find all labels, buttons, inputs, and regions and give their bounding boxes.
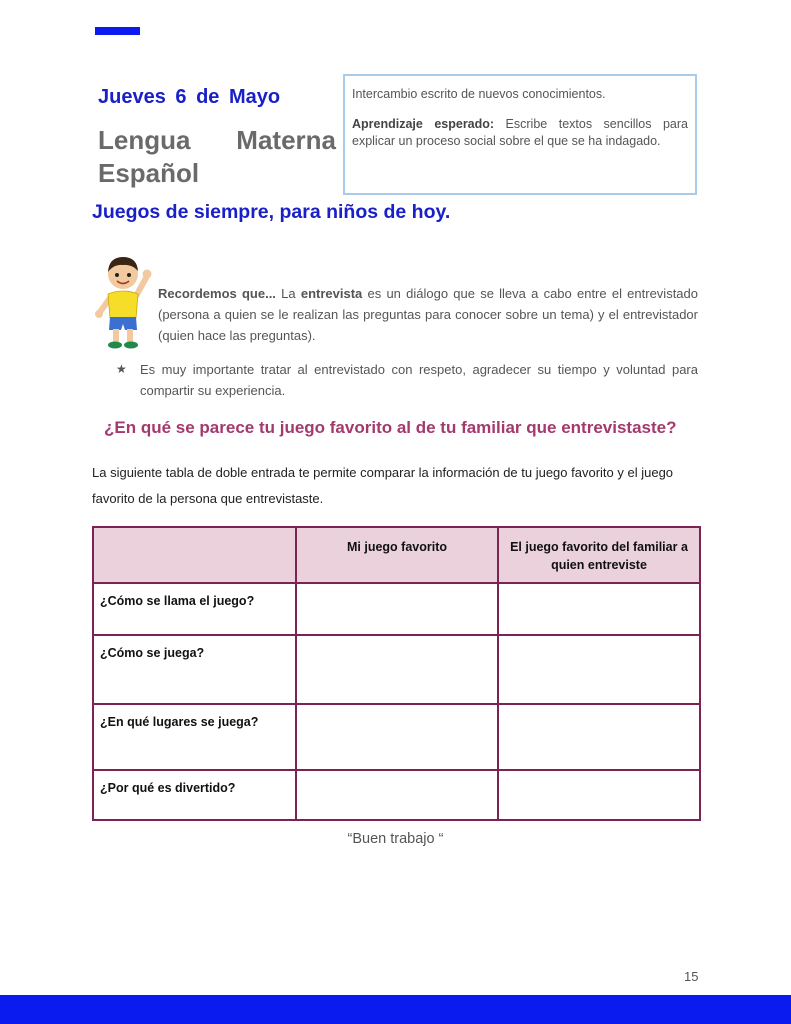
row-question: ¿Cómo se juega? (93, 635, 296, 704)
info-intro: Intercambio escrito de nuevos conocimientos. (352, 87, 606, 101)
remember-paragraph (158, 283, 698, 346)
subject-title (98, 124, 336, 190)
subject-word-materna: Materna (236, 125, 336, 155)
table-header-mine: Mi juego favorito (296, 527, 498, 583)
row-question: ¿Cómo se llama el juego? (93, 583, 296, 635)
tip-item (116, 359, 698, 401)
table-row (93, 583, 700, 635)
remember-keyword: entrevista (300, 286, 363, 301)
bottom-accent-bar (0, 995, 791, 1024)
answer-cell-mine[interactable] (296, 635, 498, 704)
closing-message: “Buen trabajo “ (347, 831, 444, 847)
answer-cell-family[interactable] (498, 770, 700, 820)
page-number: 15 (684, 969, 699, 984)
table-header-empty (93, 527, 296, 583)
answer-cell-mine[interactable] (296, 704, 498, 770)
remember-text-2: es un diálogo que se lleva a cabo entre el entrevistado (persona a quien se le realizan las preguntas para conocer sobre un tema) y el entrevistador (quien hace las preguntas). (158, 286, 698, 343)
star-icon: ★ (116, 362, 127, 376)
answer-cell-family[interactable] (498, 635, 700, 704)
comparison-table (92, 526, 701, 821)
subject-word-lengua: Lengua (98, 125, 191, 155)
waving-boy-illustration (92, 252, 154, 352)
table-row (93, 770, 700, 820)
table-row (93, 635, 700, 704)
top-accent-bar (95, 27, 140, 35)
answer-cell-mine[interactable] (296, 770, 498, 820)
remember-lead: Recordemos que... (158, 286, 276, 301)
row-question: ¿En qué lugares se juega? (93, 704, 296, 770)
info-learning (352, 116, 688, 150)
comparison-question: ¿En qué se parece tu juego favorito al de tu familiar que entrevistaste? (104, 418, 677, 437)
table-header-row (93, 527, 700, 583)
row-question: ¿Por qué es divertido? (93, 770, 296, 820)
remember-text-1: La (275, 286, 301, 301)
learning-text: Escribe textos sencillos para explicar un proceso social sobre el que se ha indagado. (352, 117, 688, 148)
answer-cell-family[interactable] (498, 704, 700, 770)
answer-cell-family[interactable] (498, 583, 700, 635)
learning-info-box (343, 74, 697, 195)
main-title: Juegos de siempre, para niños de hoy. (92, 201, 451, 223)
lesson-date: Jueves 6 de Mayo (98, 86, 281, 108)
table-row (93, 704, 700, 770)
learning-label: Aprendizaje esperado: (352, 117, 495, 131)
table-intro-text: La siguiente tabla de doble entrada te permite comparar la información de tu juego favorito y el juego favorito de la persona que entrevistaste. (92, 465, 674, 506)
tip-text: Es muy importante tratar al entrevistado con respeto, agradecer su tiempo y voluntad para compartir su experiencia. (140, 362, 698, 398)
table-header-family: El juego favorito del familiar a quien entreviste (498, 527, 700, 583)
answer-cell-mine[interactable] (296, 583, 498, 635)
subject-word-espanol: Español (98, 158, 200, 188)
